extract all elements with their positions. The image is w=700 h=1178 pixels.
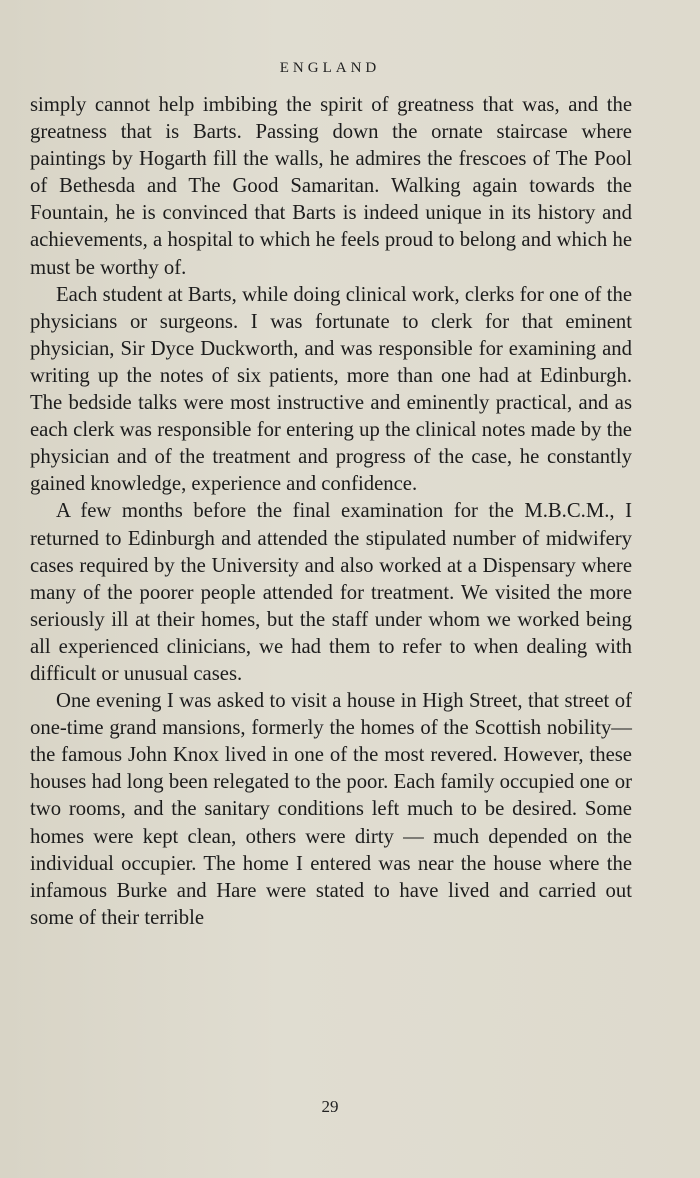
paragraph-3: A few months before the final examination for the M.B.C.M., I returned to Edinburgh and attended the stipulated number of midwifery cases required by the University and also worked at a Dispensary where many of the poorer people attended for treatment. We visited the more seriously ill at their homes, but the staff under whom we worked being all experienced clinicians, we had them to refer to when dealing with difficult or unusual cases. xyxy=(30,500,632,685)
paragraph-1: simply cannot help imbibing the spirit of greatness that was, and the greatness that is Barts. Passing down the ornate staircase where paintings by Hogarth fill the walls, he admires the frescoes of The Pool of Bethesda and The Good Samaritan. Walking again towards the Fountain, he is convinced that Barts is indeed unique in its history and achievements, a hospital to which he feels proud to belong and which he must be worthy of. xyxy=(30,94,632,279)
paragraph-2: Each student at Barts, while doing clinical work, clerks for one of the physicians or surgeons. I was fortunate to clerk for that eminent physician, Sir Dyce Duckworth, and was responsible for examining and writing up the notes of six patients, more than one had at Edinburgh. The bedside talks were most instructive and eminently practical, and as each clerk was responsible for entering up the clinical notes made by the physician and of the treatment and progress of the case, he constantly gained knowledge, experience and confidence. xyxy=(30,283,632,496)
page-number: 29 xyxy=(321,1097,339,1116)
running-head: ENGLAND xyxy=(279,60,381,76)
body-text xyxy=(30,92,632,932)
paragraph-4: One evening I was asked to visit a house in High Street, that street of one-time grand mansions, formerly the homes of the Scottish nobility—the famous John Knox lived in one of the most revered. However, these houses had long been relegated to the poor. Each family occupied one or two rooms, and the sanitary conditions left much to be desired. Some homes were kept clean, others were dirty — much depended on the individual occupier. The home I entered was near the house where the infamous Burke and Hare were stated to have lived and carried out some of their terrible xyxy=(30,690,632,929)
